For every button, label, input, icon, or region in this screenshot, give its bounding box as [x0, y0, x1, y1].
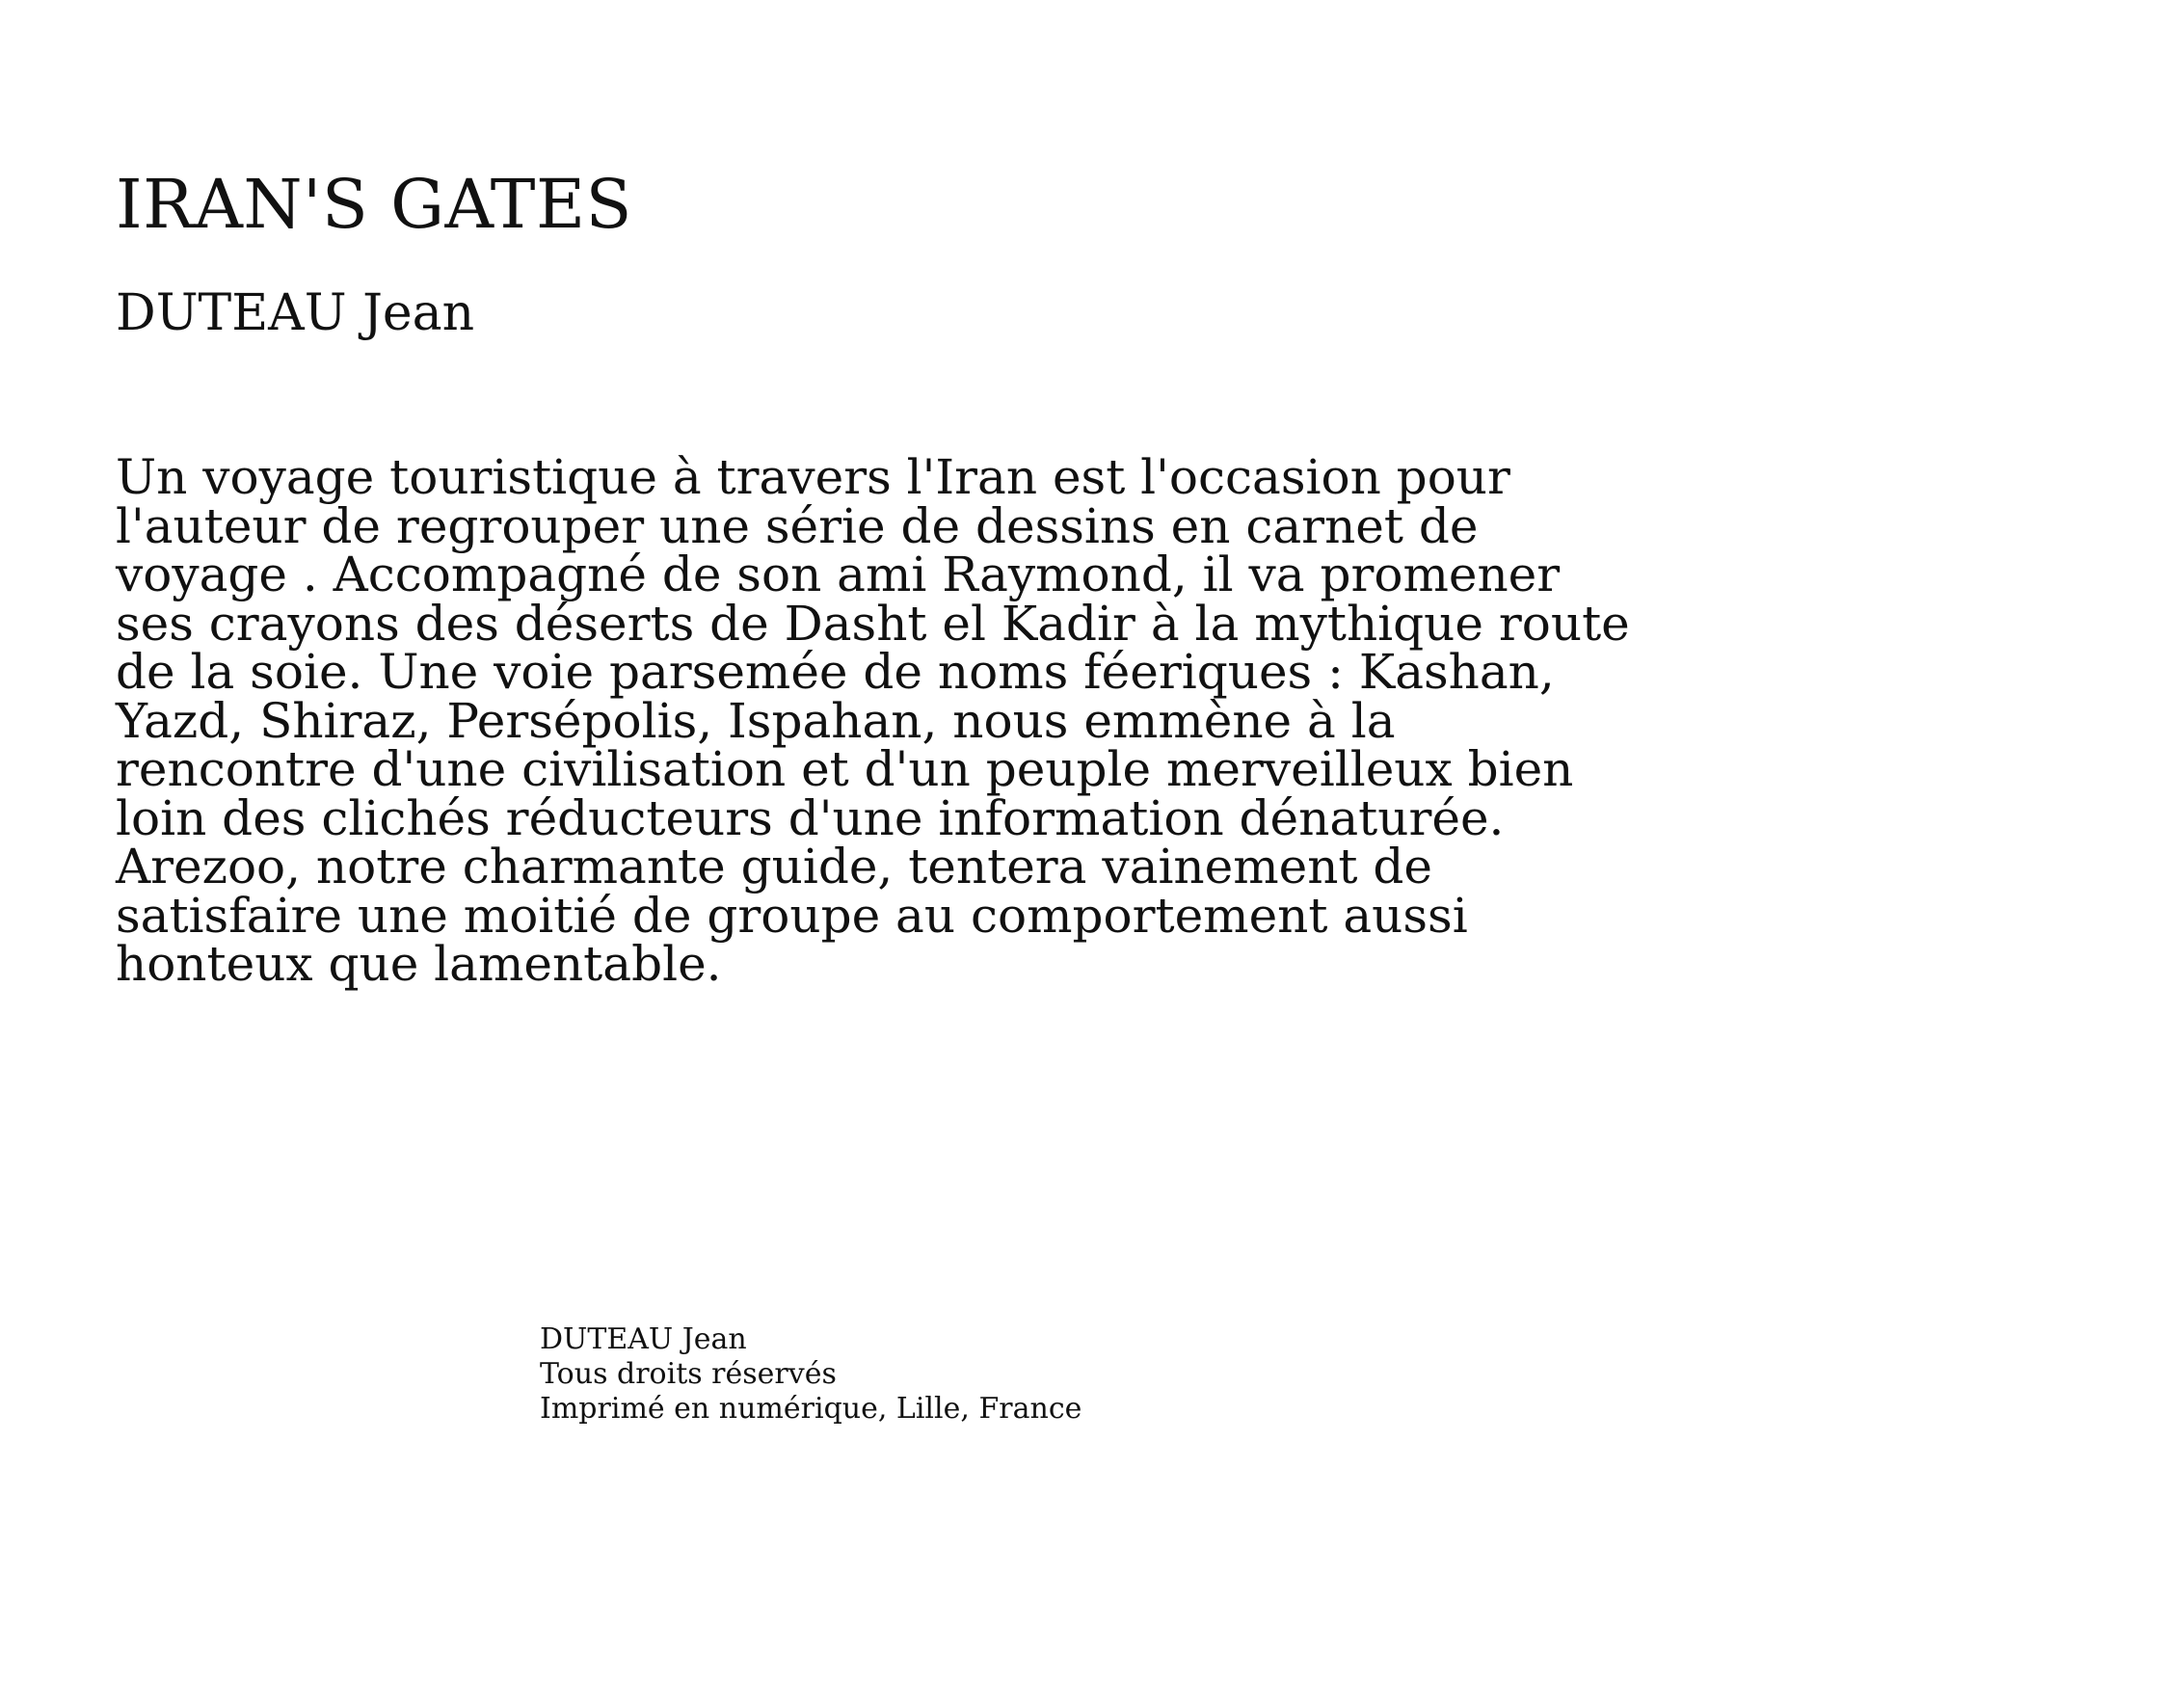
description-line: Arezoo, notre charmante guide, tentera vainement de	[116, 839, 1433, 894]
book-title: IRAN'S GATES	[116, 165, 632, 244]
description-line: ses crayons des déserts de Dasht el Kadir à la mythique route	[116, 595, 1630, 652]
description-line: voyage . Accompagné de son ami Raymond, il va promener	[116, 547, 1561, 602]
description-line: loin des clichés réducteurs d'une information dénaturée.	[116, 789, 1505, 846]
description-line: rencontre d'une civilisation et d'un peuple merveilleux bien	[116, 741, 1574, 797]
book-author: DUTEAU Jean	[116, 284, 475, 342]
book-description	[116, 449, 1658, 992]
description-line: Un voyage touristique à travers l'Iran est l'occasion pour	[116, 449, 1510, 505]
description-line: l'auteur de regrouper une série de dessins en carnet de	[116, 497, 1479, 554]
description-line: de la soie. Une voie parsemée de noms féeriques : Kashan,	[116, 644, 1555, 700]
colophon-printing: Imprimé en numérique, Lille, France	[540, 1392, 1082, 1426]
colophon-rights: Tous droits réservés	[540, 1357, 837, 1391]
description-line: Yazd, Shiraz, Persépolis, Ispahan, nous emmène à la	[116, 692, 1396, 749]
description-line: satisfaire une moitié de groupe au comportement aussi	[116, 887, 1468, 944]
description-line: honteux que lamentable.	[116, 936, 722, 992]
colophon-author: DUTEAU Jean	[540, 1322, 747, 1356]
colophon	[540, 1322, 1082, 1427]
